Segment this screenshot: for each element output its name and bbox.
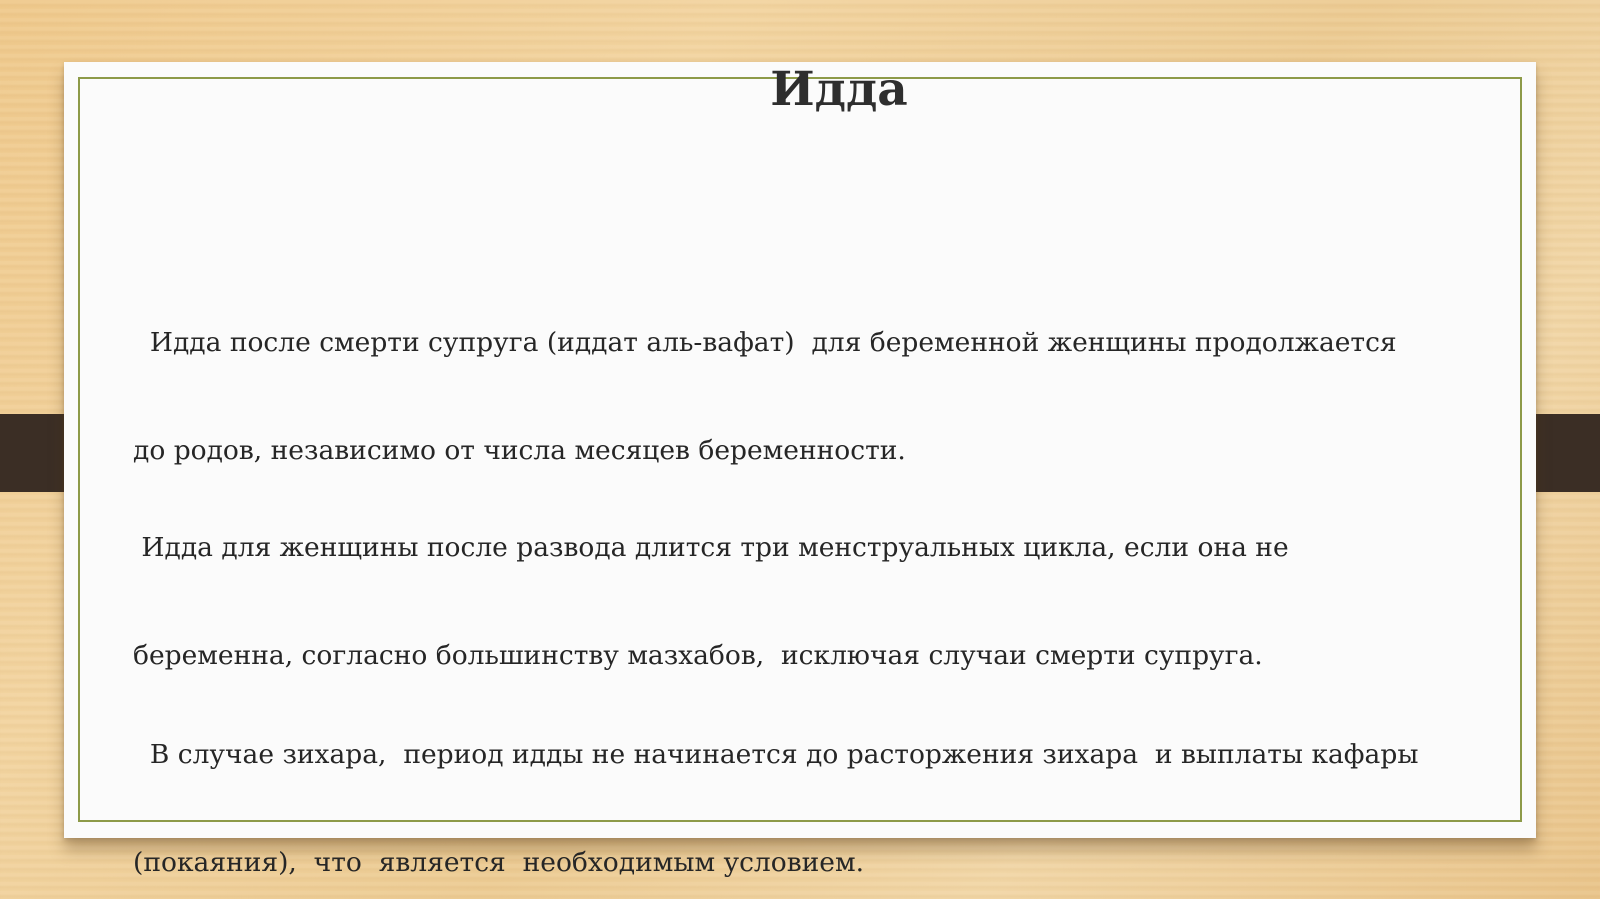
paragraph-line: (покаяния), что является необходимым условием. [133,847,865,878]
paragraph-line: В случае зихара, период идды не начинается до расторжения зихара и выплаты кафары [133,739,1419,770]
paragraph-line: Идда для женщины после развода длится три менструальных цикла, если она не [133,532,1289,563]
paragraph-line: Идда после смерти супруга (иддат аль-вафат) для беременной женщины продолжается [133,327,1397,358]
paragraph-line: беременна, согласно большинству мазхабов, исключая случаи смерти супруга. [133,640,1263,671]
paragraph-zihar-idda [133,665,1533,899]
paragraph-line: до родов, независимо от числа месяцев беременности. [133,435,906,466]
slide-title: Идда [770,62,908,117]
